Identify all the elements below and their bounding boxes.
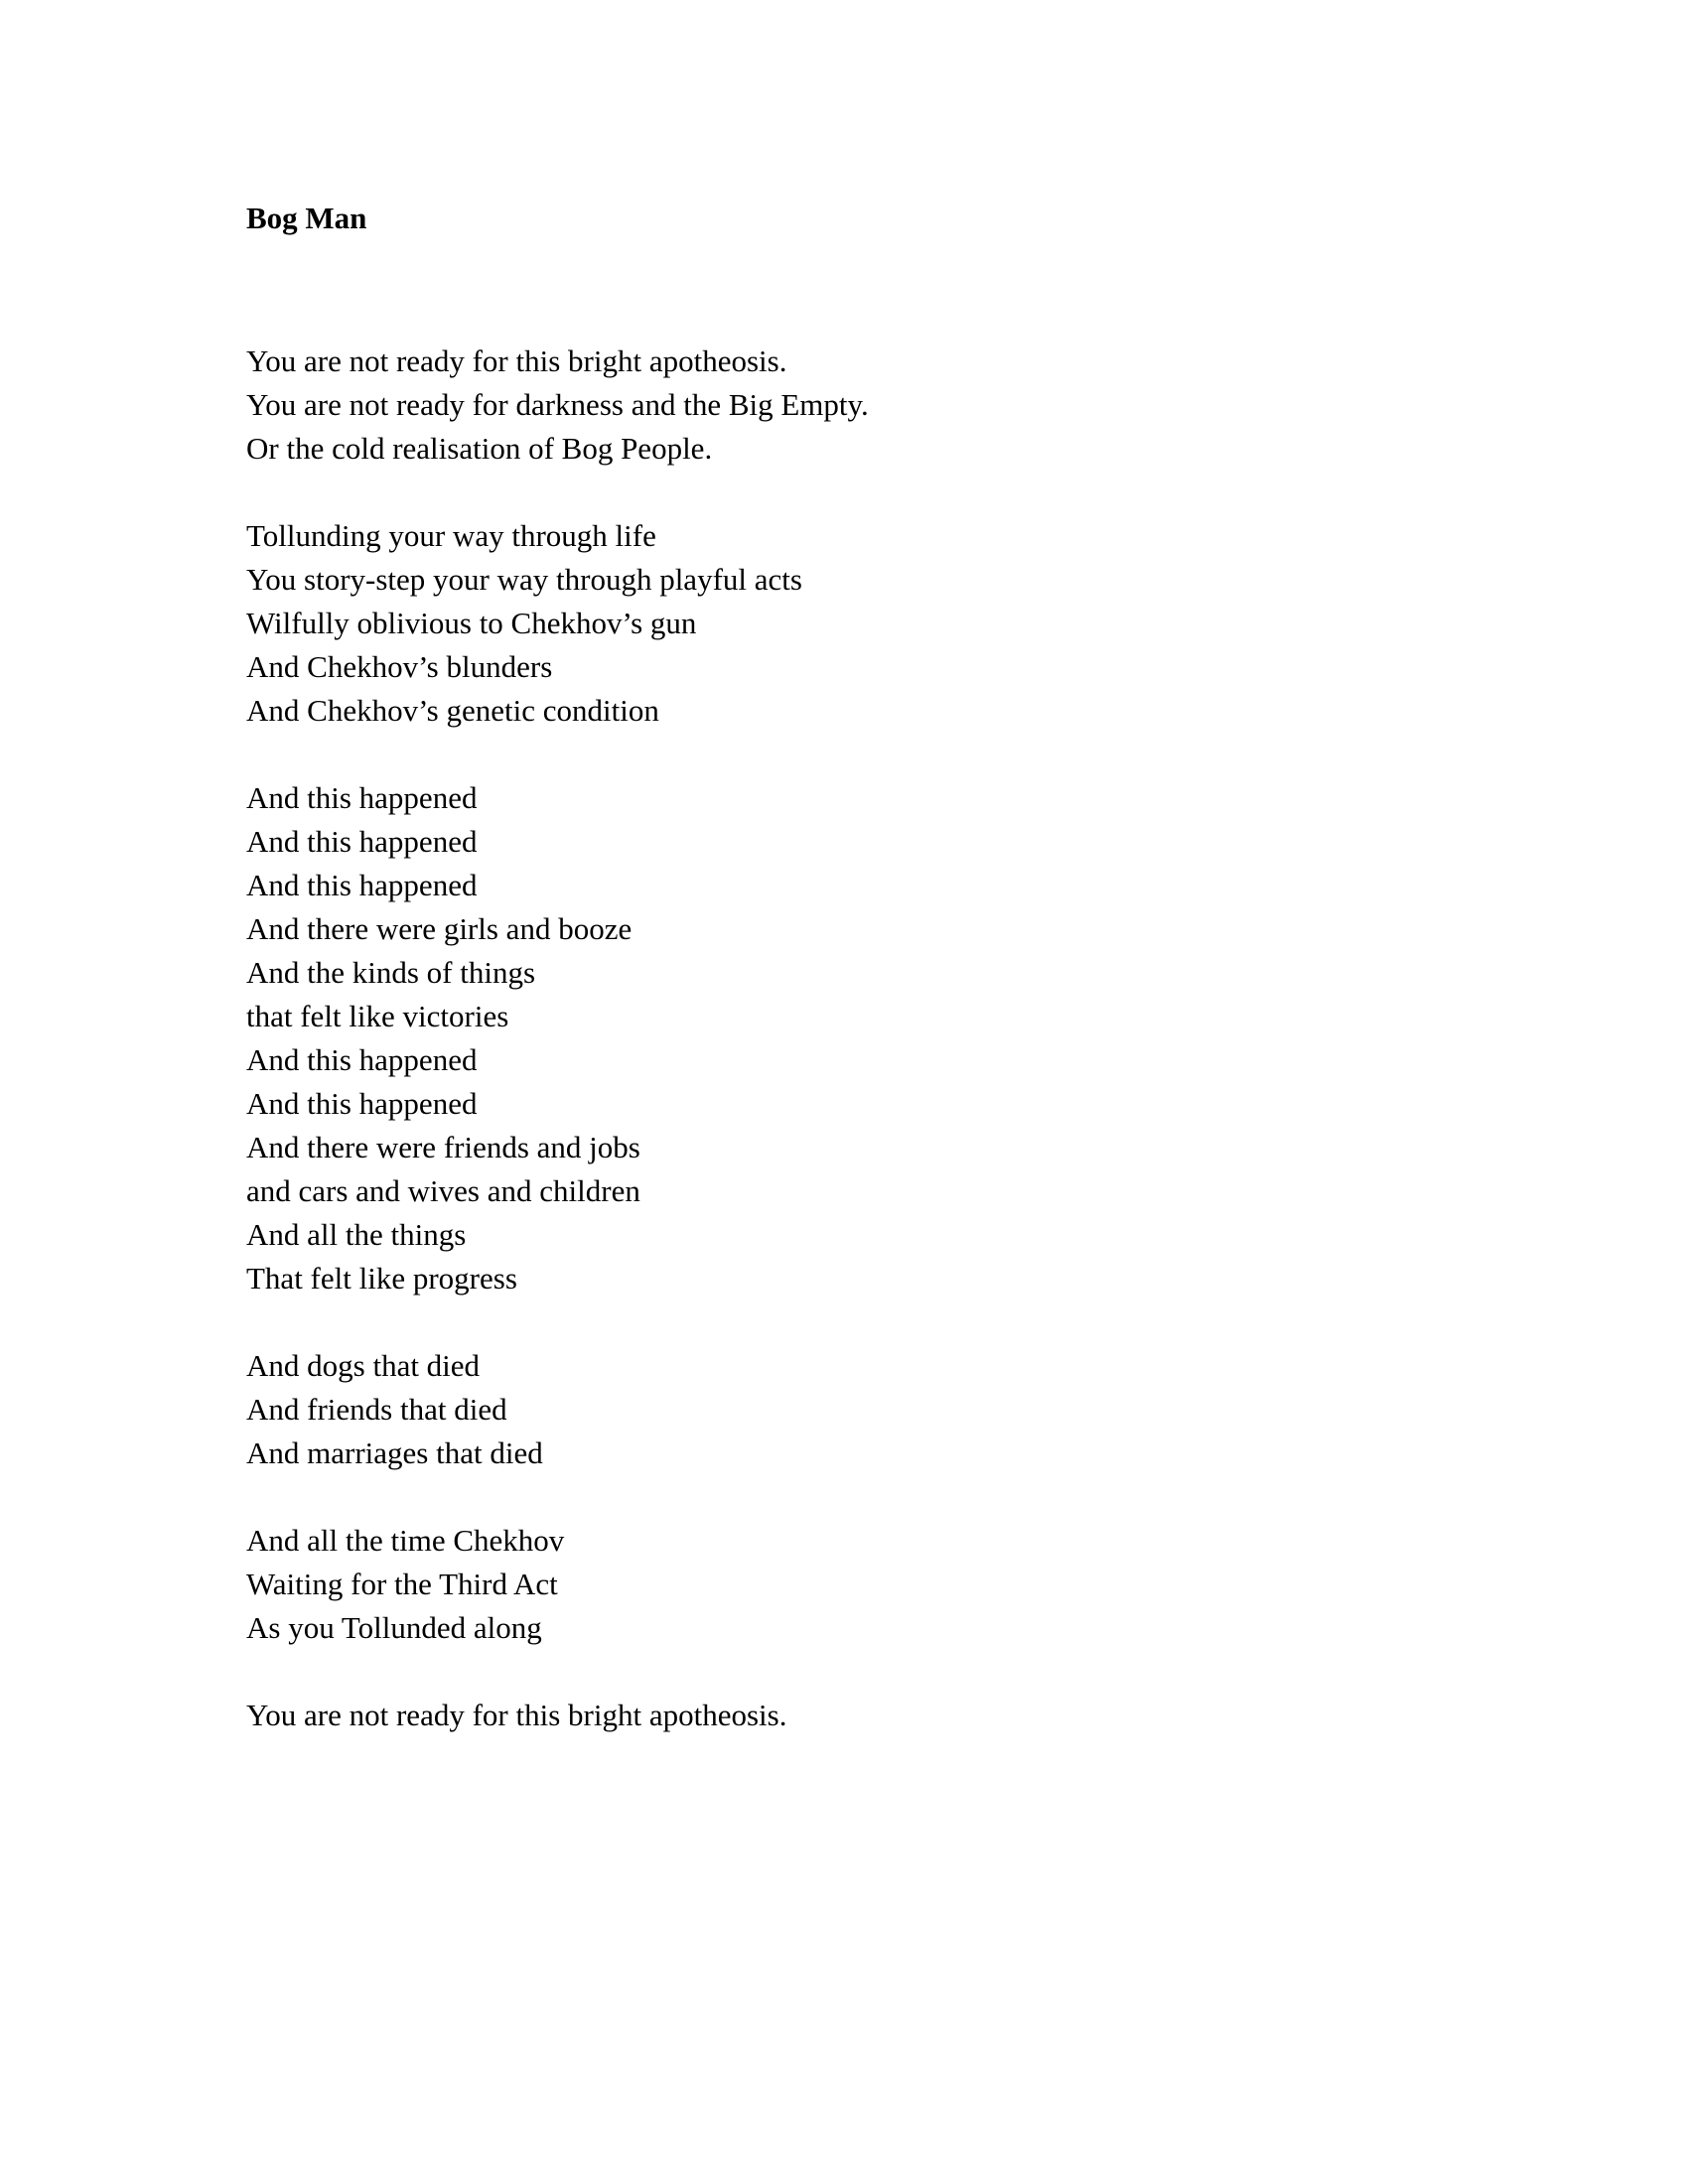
poem-body	[246, 340, 869, 1737]
poem-line: And this happened	[246, 824, 478, 859]
poem-line: As you Tollunded along	[246, 1610, 542, 1645]
stanza	[246, 340, 869, 471]
poem-line: And this happened	[246, 780, 478, 815]
poem-line: You story-step your way through playful acts	[246, 562, 802, 597]
poem-line: And marriages that died	[246, 1435, 543, 1470]
poem-line: that felt like victories	[246, 999, 509, 1033]
stanza	[246, 776, 869, 1300]
poem-line: And there were girls and booze	[246, 911, 633, 946]
stanza	[246, 514, 869, 733]
poem-line: You are not ready for this bright apotheosis.	[246, 343, 787, 378]
poem-line: And there were friends and jobs	[246, 1130, 640, 1164]
stanza	[246, 1344, 869, 1475]
poem-line: And Chekhov’s genetic condition	[246, 693, 659, 728]
poem-line: Waiting for the Third Act	[246, 1567, 558, 1601]
poem-line: You are not ready for darkness and the Big Empty.	[246, 387, 869, 422]
poem-line: That felt like progress	[246, 1261, 517, 1296]
poem-line: And the kinds of things	[246, 955, 536, 990]
poem-line: Wilfully oblivious to Chekhov’s gun	[246, 606, 697, 640]
poem-line: You are not ready for this bright apotheosis.	[246, 1698, 787, 1732]
poem-line: Or the cold realisation of Bog People.	[246, 431, 713, 466]
poem-line: And Chekhov’s blunders	[246, 649, 553, 684]
poem-line: And dogs that died	[246, 1348, 481, 1383]
poem-line: And all the time Chekhov	[246, 1523, 565, 1558]
stanza	[246, 1694, 869, 1737]
poem-line: And this happened	[246, 1086, 478, 1121]
poem-line: Tollunding your way through life	[246, 518, 656, 553]
poem-line: And all the things	[246, 1217, 467, 1252]
poem-line: And friends that died	[246, 1392, 507, 1427]
poem-line: And this happened	[246, 1042, 478, 1077]
stanza	[246, 1519, 869, 1650]
poem-title: Bog Man	[246, 201, 367, 235]
poem-line: And this happened	[246, 868, 478, 902]
poem-line: and cars and wives and children	[246, 1173, 640, 1208]
